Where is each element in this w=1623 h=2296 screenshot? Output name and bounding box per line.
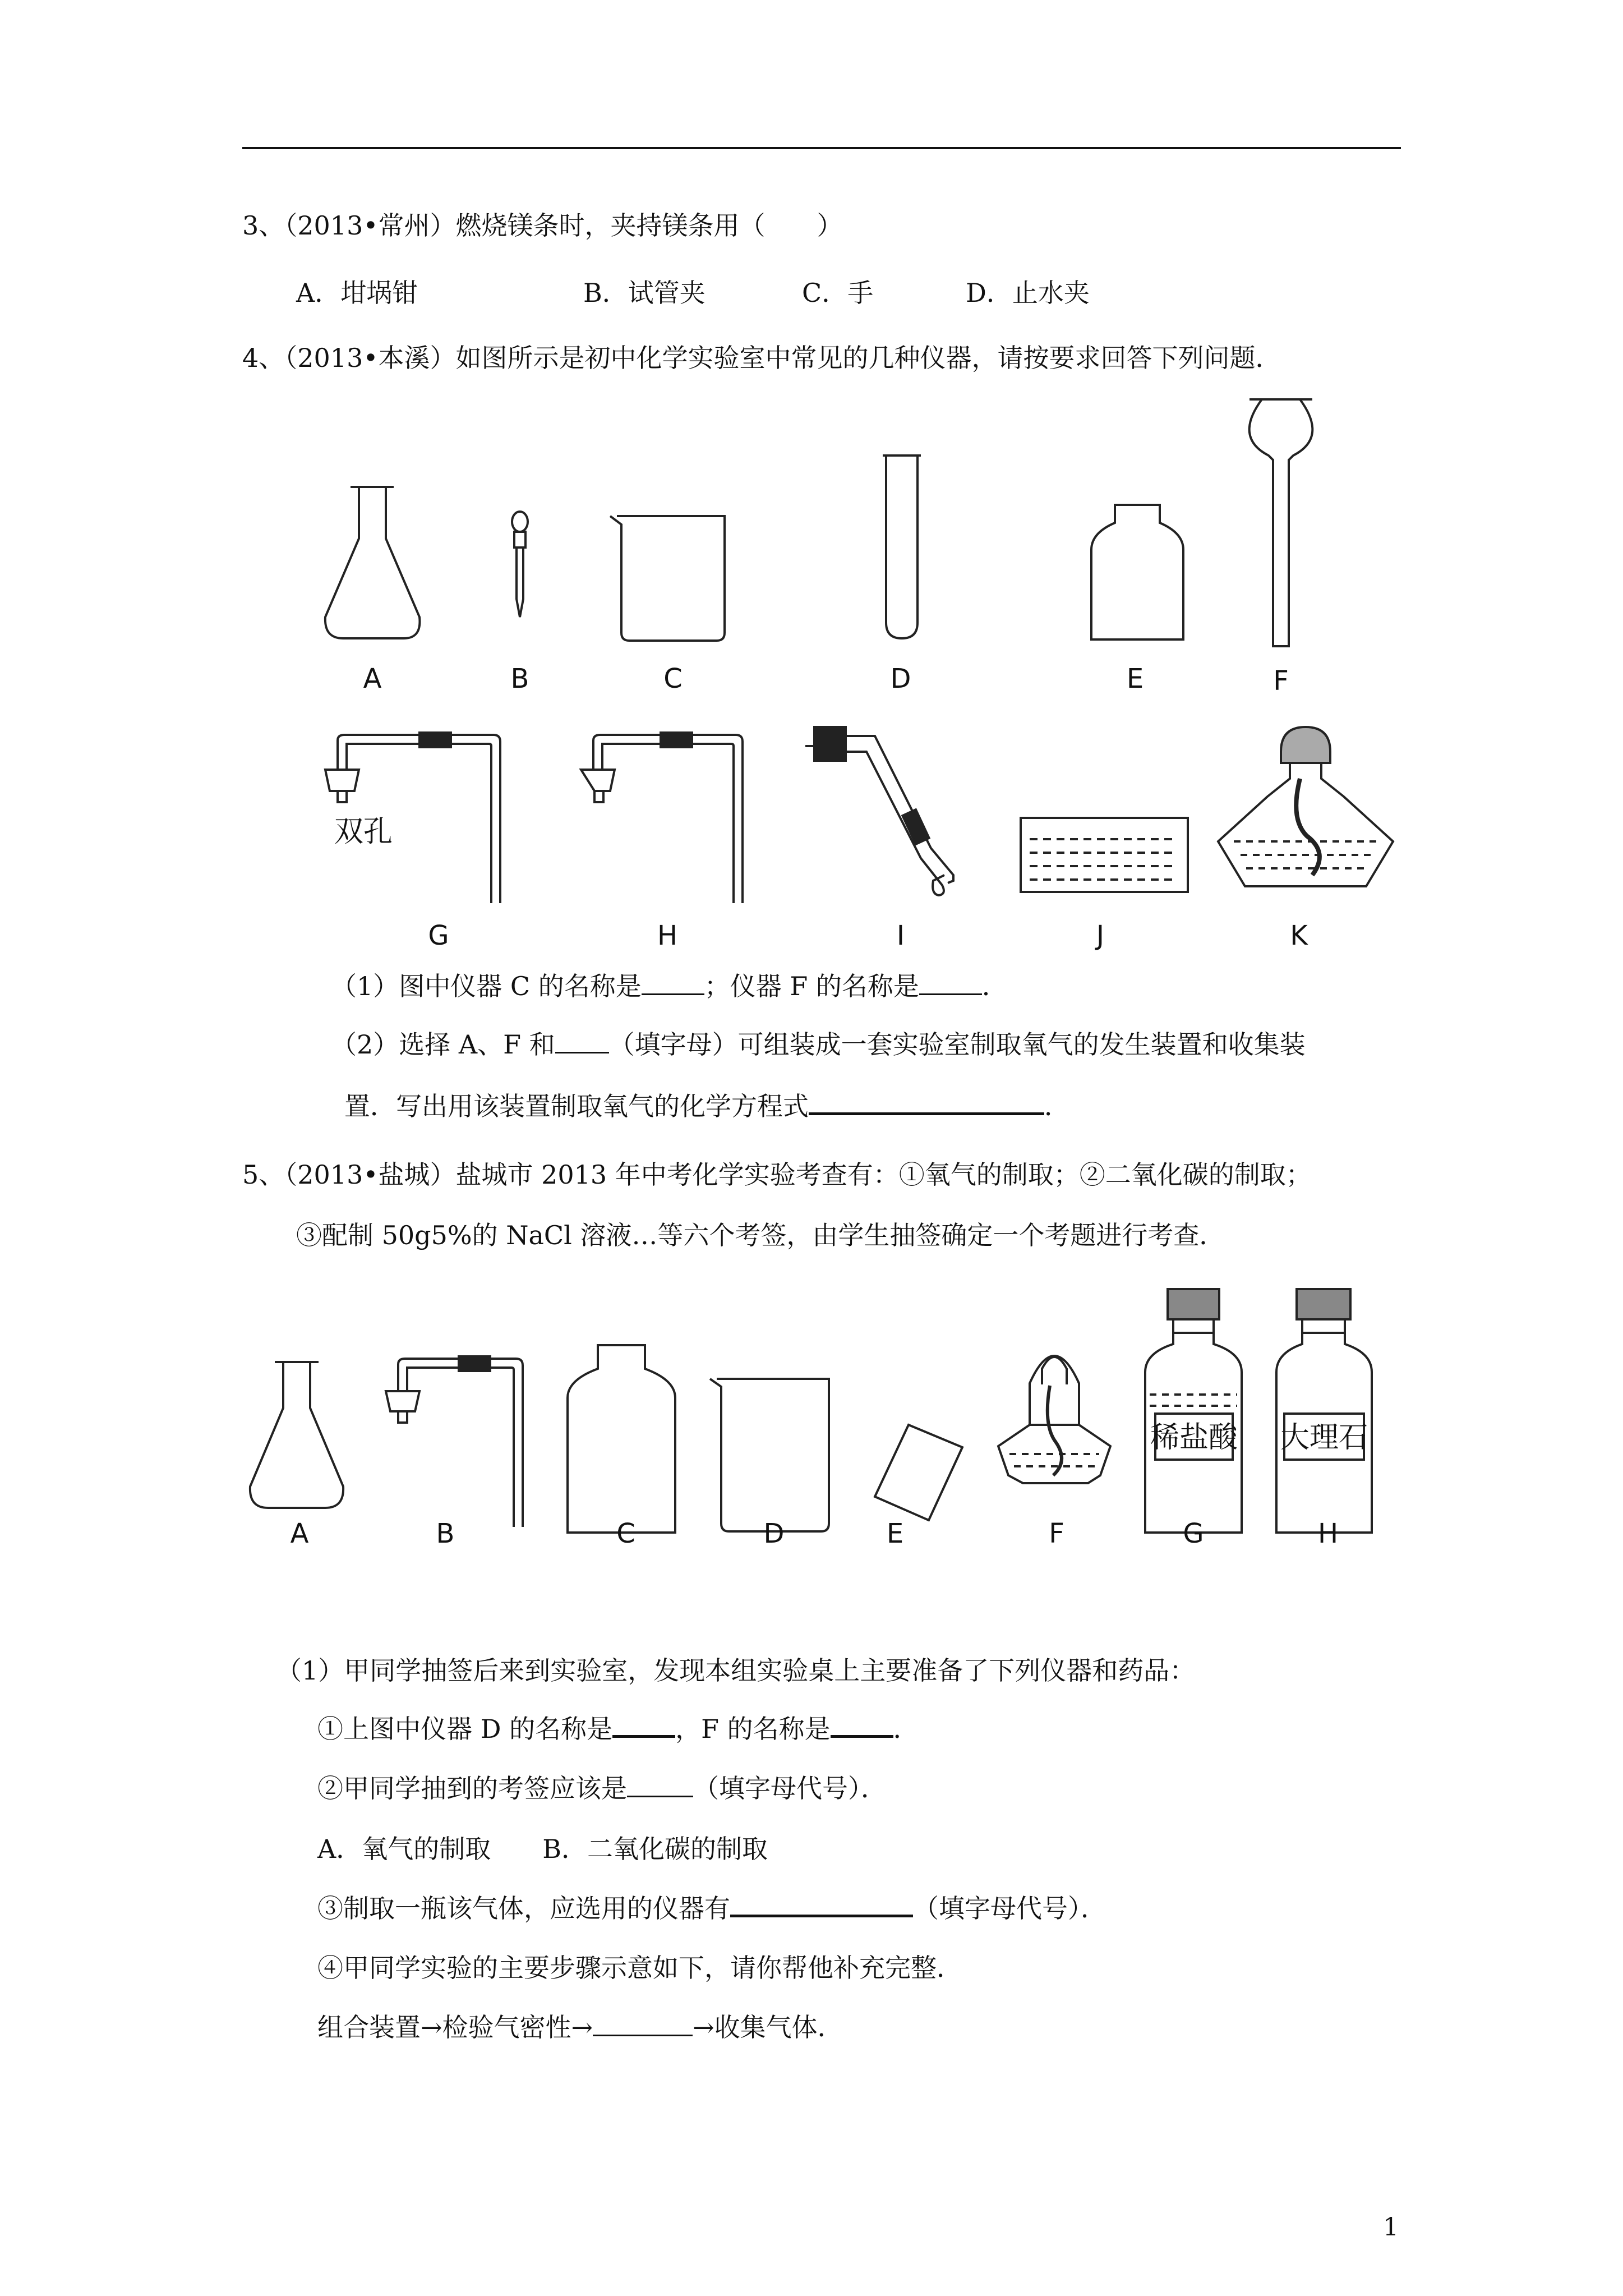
q5-item1-blank-d-name[interactable] bbox=[612, 1735, 675, 1738]
q5-label-g: G bbox=[1183, 1518, 1204, 1549]
q4-testtube-d bbox=[883, 455, 921, 638]
q4-tube-i bbox=[805, 727, 953, 895]
q5-tube-b bbox=[386, 1356, 523, 1527]
q5-item2 bbox=[317, 1772, 887, 1805]
q3-option-d: D．止水夹 bbox=[966, 278, 1090, 308]
q5-item1-text-a: ①上图中仪器 D 的名称是 bbox=[317, 1714, 613, 1744]
q5-lamp-f bbox=[998, 1356, 1110, 1483]
q4-sub2-blank-equation[interactable] bbox=[809, 1112, 1044, 1115]
q4-flask-a bbox=[325, 487, 420, 638]
q4-sub2-blank-letters[interactable] bbox=[555, 1052, 609, 1053]
q5-item3-blank-instruments[interactable] bbox=[730, 1915, 913, 1917]
q5-label-c: C bbox=[616, 1518, 635, 1549]
q5-slide-e bbox=[875, 1425, 962, 1520]
q4-label-c: C bbox=[663, 663, 683, 694]
q4-stem: 4、（2013•本溪）如图所示是初中化学实验室中常见的几种仪器，请按要求回答下列问题． bbox=[242, 343, 1281, 373]
q5-label-d: D bbox=[763, 1518, 785, 1549]
q4-sub2-text-d: ． bbox=[1044, 1091, 1070, 1121]
q4-funnel-f bbox=[1249, 399, 1313, 646]
q5-steps bbox=[317, 2010, 843, 2044]
q4-sub2-text-a: （2）选择 A、F 和 bbox=[331, 1029, 555, 1060]
q4-sub1-blank-c-name[interactable] bbox=[642, 993, 704, 995]
q4-sub1-text-c: ． bbox=[981, 971, 1008, 1001]
q4-sub2-text-c: 置．写出用该装置制取氧气的化学方程式 bbox=[344, 1091, 809, 1121]
q5-steps-text-b: →收集气体． bbox=[693, 2012, 843, 2042]
page-number: 1 bbox=[1383, 2213, 1399, 2242]
q5-item3-text-a: ③制取一瓶该气体，应选用的仪器有 bbox=[317, 1893, 730, 1924]
q3-stem: 3、（2013•常州）燃烧镁条时，夹持镁条用（ ） bbox=[242, 210, 843, 241]
q5-item2-text-b: （填字母代号）． bbox=[693, 1773, 887, 1803]
q4-trough-j bbox=[1021, 818, 1188, 892]
q3-option-c: C．手 bbox=[802, 278, 874, 308]
q4-label-d: D bbox=[890, 663, 911, 694]
q4-sub1-blank-f-name[interactable] bbox=[919, 993, 982, 995]
q4-tube-g bbox=[325, 733, 500, 903]
q3-option-b: B．试管夹 bbox=[583, 278, 706, 308]
q4-label-k: K bbox=[1290, 920, 1308, 951]
q5-steps-text-a: 组合装置→检验气密性→ bbox=[317, 2012, 593, 2042]
q4-label-e: E bbox=[1126, 663, 1144, 694]
q5-g-bottle-label: 稀盐酸 bbox=[1150, 1421, 1238, 1455]
q4-tube-h bbox=[581, 733, 743, 903]
q5-item4: ④甲同学实验的主要步骤示意如下，请你帮他补充完整． bbox=[317, 1953, 962, 1983]
q5-bottle-g bbox=[1145, 1289, 1242, 1533]
q4-sub1-text-b: ；仪器 F 的名称是 bbox=[704, 971, 919, 1001]
q4-bottle-e bbox=[1091, 505, 1183, 639]
q5-stem-line2: ③配制 50g5%的 NaCl 溶液…等六个考签，由学生抽签确定一个考题进行考查． bbox=[296, 1220, 1225, 1250]
q4-sub1-text-a: （1）图中仪器 C 的名称是 bbox=[331, 971, 642, 1001]
q5-item1 bbox=[317, 1712, 919, 1746]
q5-item2-text-a: ②甲同学抽到的考签应该是 bbox=[317, 1773, 627, 1803]
q5-label-b: B bbox=[436, 1518, 455, 1549]
q5-options: A．氧气的制取 B．二氧化碳的制取 bbox=[317, 1834, 768, 1864]
q5-item1-blank-f-name[interactable] bbox=[831, 1735, 893, 1738]
q5-item2-blank-choice[interactable] bbox=[627, 1796, 693, 1797]
q4-sub2 bbox=[331, 1028, 1306, 1061]
q5-label-h: H bbox=[1317, 1518, 1339, 1549]
q4-label-b: B bbox=[510, 663, 529, 694]
q4-label-j: J bbox=[1096, 920, 1105, 951]
q5-item3-text-b: （填字母代号）． bbox=[913, 1893, 1106, 1924]
q4-label-h: H bbox=[657, 920, 678, 951]
q4-lamp-k bbox=[1218, 727, 1393, 886]
q3-option-a: A．坩埚钳 bbox=[296, 278, 418, 308]
q4-sub1 bbox=[331, 969, 1008, 1003]
q4-beaker-c bbox=[610, 516, 725, 641]
q4-label-a: A bbox=[363, 663, 382, 694]
q5-item3 bbox=[317, 1892, 1106, 1925]
q5-bottle-h bbox=[1276, 1289, 1372, 1533]
q5-sub1: （1）甲同学抽签后来到实验室，发现本组实验桌上主要准备了下列仪器和药品： bbox=[276, 1655, 1196, 1686]
q5-flask-a bbox=[250, 1362, 343, 1508]
q5-label-e: E bbox=[886, 1518, 904, 1549]
q4-sub2-cont bbox=[344, 1089, 1070, 1123]
q5-item1-text-c: ． bbox=[893, 1714, 919, 1744]
q5-beaker-d bbox=[710, 1379, 829, 1531]
q4-sub2-text-b: （填字母）可组装成一套实验室制取氧气的发生装置和收集装 bbox=[608, 1029, 1306, 1060]
header-rule bbox=[242, 147, 1401, 149]
q4-g-annotation: 双孔 bbox=[334, 815, 393, 849]
q5-label-f: F bbox=[1049, 1518, 1064, 1549]
q5-bottle-c bbox=[568, 1345, 675, 1533]
q4-label-i: I bbox=[896, 920, 905, 951]
q5-h-bottle-label: 大理石 bbox=[1280, 1421, 1368, 1455]
q5-item1-text-b: ，F 的名称是 bbox=[675, 1714, 831, 1744]
q4-label-g: G bbox=[428, 920, 449, 951]
q5-stem-line1: 5、（2013•盐城）盐城市 2013 年中考化学实验考查有：①氧气的制取；②二氧化碳的制取； bbox=[242, 1159, 1312, 1190]
q5-steps-blank[interactable] bbox=[593, 2035, 693, 2036]
q5-label-a: A bbox=[290, 1518, 309, 1549]
q4-label-f: F bbox=[1273, 665, 1289, 697]
q4-dropper-b bbox=[512, 512, 528, 617]
